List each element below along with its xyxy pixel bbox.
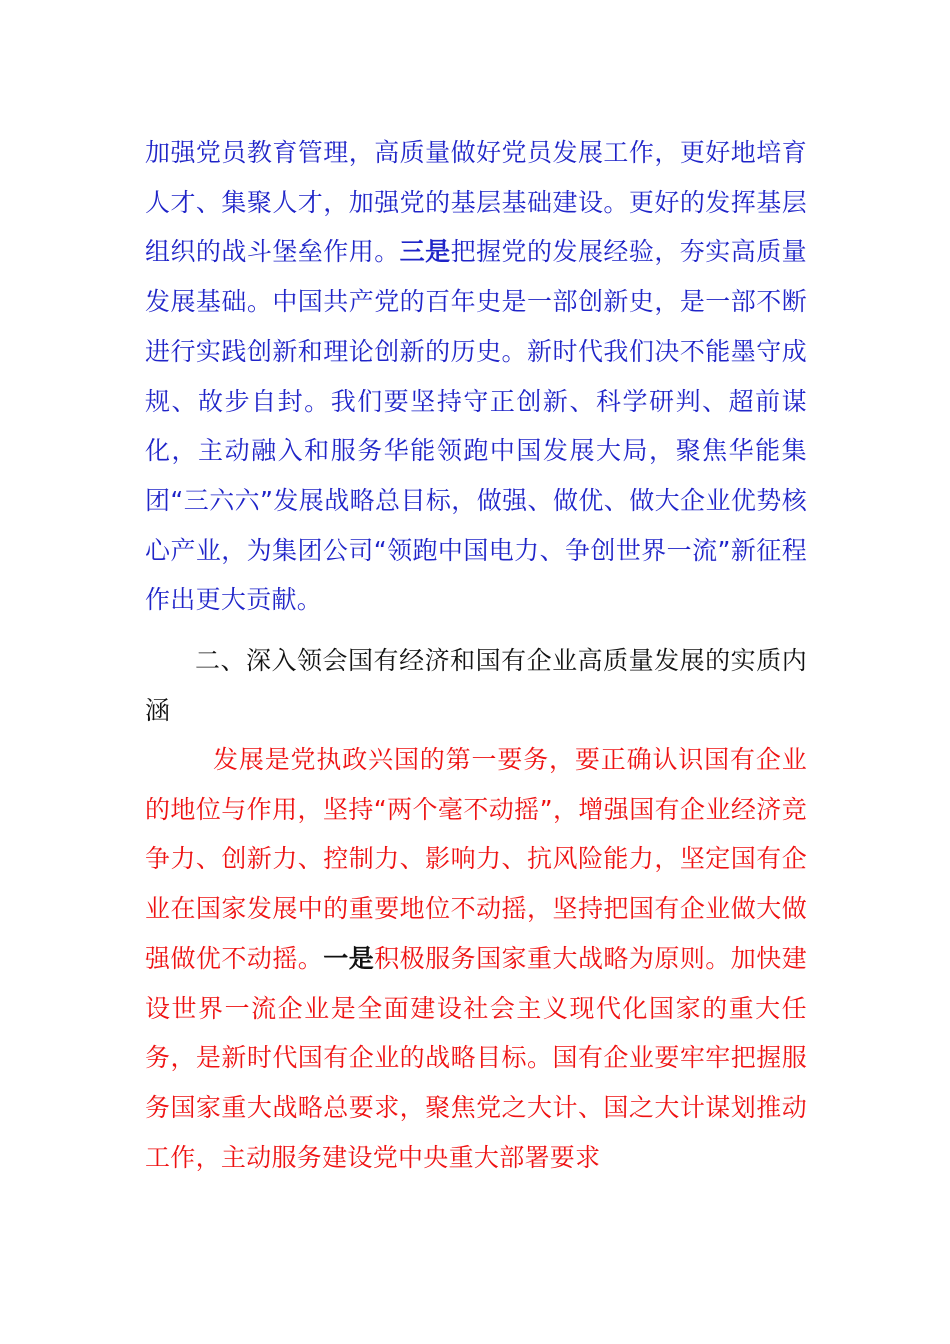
section-heading-2: 二、深入领会国有经济和国有企业高质量发展的实质内涵 (145, 646, 807, 725)
paragraph-1-text-a: 加强党员教育管理，高质量做好党员发展工作，更好地培育人才、集聚人才，加强党的基层基础建设。更好的发挥基层组织的战斗堡垒作用。 (145, 138, 807, 267)
paragraph-1-marker: 三是 (399, 237, 451, 267)
paragraph-2-text-b: 积极服务国家重大战略为原则。加快建设世界一流企业是全面建设社会主义现代化国家的重大任务，是新时代国有企业的战略目标。国有企业要牢牢把握服务国家重大战略总要求，聚焦党之大计、国之大计谋划推动工作，主动服务建设党中央重大部署要求 (145, 943, 807, 1172)
paragraph-2 (145, 735, 807, 1182)
paragraph-2-marker: 一是 (323, 943, 375, 973)
paragraph-1-text-b: 把握党的发展经验，夯实高质量发展基础。中国共产党的百年史是一部创新史，是一部不断进行实践创新和理论创新的历史。新时代我们决不能墨守成规、故步自封。我们要坚持守正创新、科学研判、超前谋化，主动融入和服务华能领跑中国发展大局，聚焦华能集团“三六六”发展战略总目标，做强、做优、做大企业优势核心产业，为集团公司“领跑中国电力、争创世界一流”新征程作出更大贡献。 (145, 237, 807, 615)
paragraph-1 (145, 128, 807, 625)
paragraph-2-text-a: 发展是党执政兴国的第一要务，要正确认识国有企业的地位与作用，坚持“两个毫不动摇”，增强国有企业经济竞争力、创新力、控制力、影响力、抗风险能力，坚定国有企业在国家发展中的重要地位不动摇，坚持把国有企业做大做强做优不动摇。 (145, 745, 807, 973)
